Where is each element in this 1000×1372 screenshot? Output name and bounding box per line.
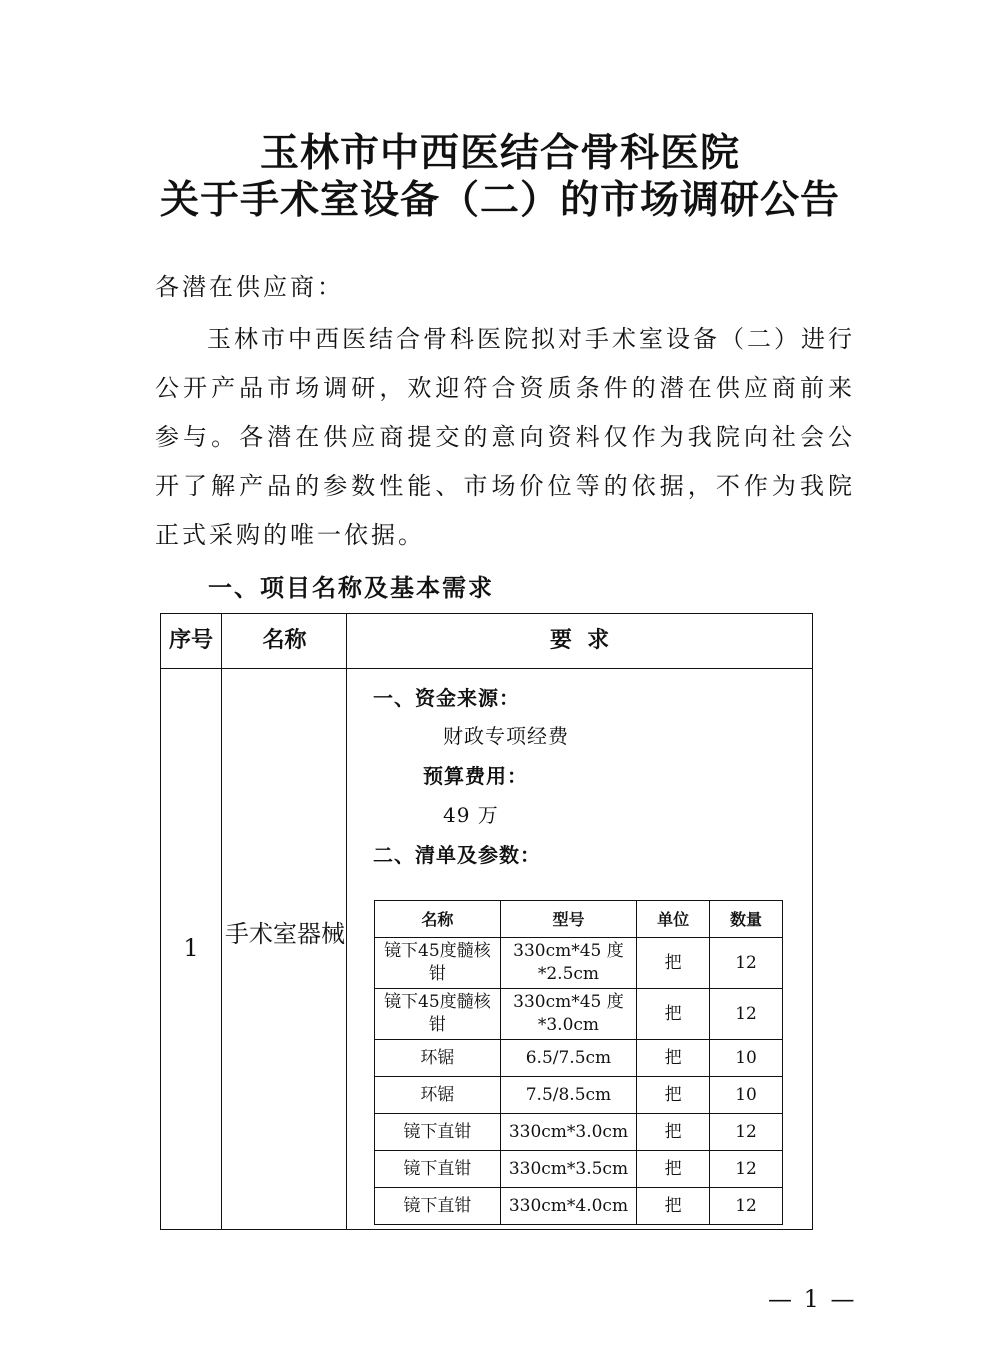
header-name: 名称 — [262, 628, 307, 653]
item-name: 镜下直钳 — [375, 1151, 501, 1188]
table-divider — [221, 614, 222, 1229]
item-qty: 10 — [710, 1040, 783, 1077]
item-name: 镜下45度髓核钳 — [375, 938, 501, 989]
row-number: 1 — [183, 934, 199, 962]
item-unit: 把 — [637, 1188, 710, 1225]
item-name: 环锯 — [375, 1040, 501, 1077]
table-row — [375, 1151, 783, 1188]
item-unit: 把 — [637, 1114, 710, 1151]
item-qty: 12 — [710, 938, 783, 989]
item-list-header-row — [375, 901, 783, 938]
table-row — [375, 1077, 783, 1114]
item-unit: 把 — [637, 938, 710, 989]
item-unit: 把 — [637, 1077, 710, 1114]
item-name: 镜下45度髓核钳 — [375, 989, 501, 1040]
col-header-unit: 单位 — [637, 901, 710, 938]
item-qty: 12 — [710, 1151, 783, 1188]
row-name: 手术室器械 — [225, 920, 345, 948]
requirements-table — [160, 613, 813, 1230]
salutation: 各潜在供应商： — [155, 273, 344, 301]
table-row — [375, 989, 783, 1040]
list-heading: 二、清单及参数： — [373, 843, 541, 867]
table-divider — [161, 668, 812, 669]
col-header-qty: 数量 — [710, 901, 783, 938]
item-unit: 把 — [637, 1151, 710, 1188]
item-model: 330cm*3.0cm — [500, 1114, 636, 1151]
section-heading: 一、项目名称及基本需求 — [208, 574, 494, 602]
table-row — [375, 1114, 783, 1151]
budget-heading: 预算费用： — [423, 764, 528, 788]
budget-value: 49 万 — [443, 803, 499, 827]
item-model: 330cm*3.5cm — [500, 1151, 636, 1188]
fund-source-heading: 一、资金来源： — [373, 686, 520, 710]
col-header-name: 名称 — [375, 901, 501, 938]
item-model: 330cm*4.0cm — [500, 1188, 636, 1225]
item-qty: 12 — [710, 989, 783, 1040]
item-name: 镜下直钳 — [375, 1188, 501, 1225]
table-row — [375, 1040, 783, 1077]
item-qty: 10 — [710, 1077, 783, 1114]
item-unit: 把 — [637, 989, 710, 1040]
document-title-line-2: 关于手术室设备（二）的市场调研公告 — [159, 178, 840, 223]
page-number: — 1 — — [768, 1285, 857, 1313]
item-model: 330cm*45 度*2.5cm — [500, 938, 636, 989]
item-unit: 把 — [637, 1040, 710, 1077]
table-row — [375, 1188, 783, 1225]
body-paragraph: 玉林市中西医结合骨科医院拟对手术室设备（二）进行公开产品市场调研，欢迎符合资质条件的潜在供应商前来参与。各潜在供应商提交的意向资料仅作为我院向社会公开了解产品的参数性能、市场价位等的依据，不作为我院正式采购的唯一依据。 — [155, 325, 855, 549]
col-header-model: 型号 — [500, 901, 636, 938]
item-list-table — [374, 900, 783, 1225]
header-no: 序号 — [168, 628, 213, 653]
table-row — [375, 938, 783, 989]
item-name: 环锯 — [375, 1077, 501, 1114]
item-qty: 12 — [710, 1114, 783, 1151]
fund-source-value: 财政专项经费 — [443, 724, 569, 748]
item-qty: 12 — [710, 1188, 783, 1225]
header-requirements: 要 求 — [549, 628, 610, 653]
item-model: 330cm*45 度*3.0cm — [500, 989, 636, 1040]
item-model: 6.5/7.5cm — [500, 1040, 636, 1077]
item-name: 镜下直钳 — [375, 1114, 501, 1151]
document-title-line-1: 玉林市中西医结合骨科医院 — [259, 131, 740, 176]
item-model: 7.5/8.5cm — [500, 1077, 636, 1114]
